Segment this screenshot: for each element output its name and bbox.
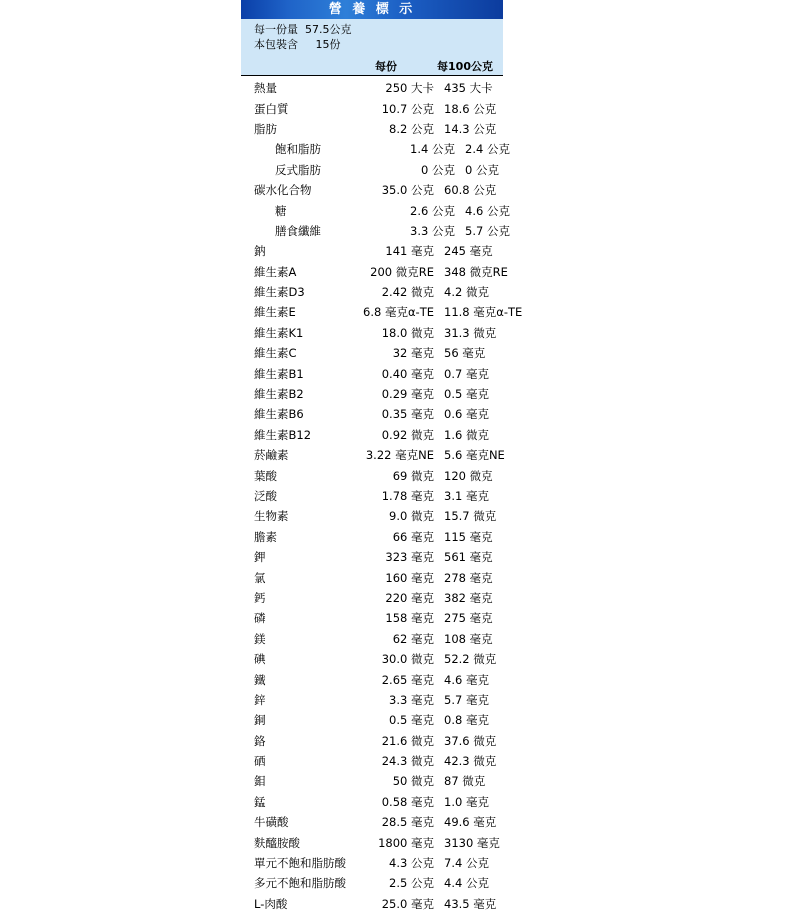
table-row <box>241 629 503 649</box>
nutrient-value-per-serving: 28.5 毫克 <box>381 815 434 830</box>
nutrient-value-per-100g: 108 毫克 <box>444 631 493 646</box>
nutrient-value-per-100g: 5.6 毫克NE <box>444 448 505 463</box>
table-row <box>241 812 503 832</box>
nutrient-value-per-serving: 4.3 公克 <box>389 856 434 871</box>
table-row <box>241 180 503 200</box>
table-row <box>241 771 503 791</box>
nutrient-name: 葉酸 <box>254 468 277 483</box>
table-row <box>241 119 503 139</box>
table-row <box>241 160 503 180</box>
nutrient-value-per-100g: 14.3 公克 <box>444 121 497 136</box>
nutrient-value-per-100g: 0.6 毫克 <box>444 407 489 422</box>
nutrient-value-per-100g: 1.0 毫克 <box>444 794 489 809</box>
page-title: 營 養 標 示 <box>328 2 416 17</box>
table-row <box>241 262 508 282</box>
table-row <box>241 384 503 404</box>
nutrient-name: 錳 <box>254 794 266 809</box>
nutrient-value-per-serving: 21.6 微克 <box>381 733 434 748</box>
nutrient-value-per-100g: 18.6 公克 <box>444 101 497 116</box>
nutrient-name: 維生素C <box>254 346 297 361</box>
nutrient-name: 硒 <box>254 754 266 769</box>
nutrient-value-per-100g: 2.4 公克 <box>465 142 510 157</box>
nutrient-name: 維生素D3 <box>254 285 305 300</box>
nutrient-value-per-100g: 5.7 公克 <box>465 223 510 238</box>
nutrient-name: 氯 <box>254 570 266 585</box>
nutrient-name: 多元不飽和脂肪酸 <box>254 876 346 891</box>
nutrient-name: 鉬 <box>254 774 266 789</box>
nutrient-value-per-serving: 0.29 毫克 <box>381 387 434 402</box>
nutrient-value-per-100g: 3.1 毫克 <box>444 489 489 503</box>
nutrient-name: 飽和脂肪 <box>275 142 321 157</box>
nutrition-label <box>241 0 523 911</box>
nutrient-value-per-100g: 245 毫克 <box>444 244 493 259</box>
nutrient-value-per-serving: 0.40 毫克 <box>381 366 434 381</box>
nutrient-value-per-100g: 42.3 微克 <box>444 754 497 769</box>
table-row <box>241 506 503 526</box>
nutrient-name: 菸鹼素 <box>254 448 289 463</box>
nutrient-value-per-serving: 50 微克 <box>392 774 434 789</box>
nutrient-value-per-serving: 141 毫克 <box>385 244 434 259</box>
nutrient-value-per-100g: 435 大卡 <box>444 81 493 96</box>
table-row <box>241 139 510 159</box>
nutrient-value-per-serving: 160 毫克 <box>385 570 434 585</box>
table-row <box>241 853 503 873</box>
table-row <box>241 547 503 567</box>
servings-per-pack-text: 本包裝含 15份 <box>254 38 341 51</box>
nutrient-name: L-肉酸 <box>254 896 288 911</box>
nutrient-value-per-serving: 10.7 公克 <box>381 101 434 116</box>
nutrient-value-per-100g: 0.7 毫克 <box>444 366 489 381</box>
table-row <box>241 710 503 730</box>
nutrient-name: 維生素A <box>254 264 297 279</box>
nutrient-name: 單元不飽和脂肪酸 <box>254 856 346 871</box>
nutrient-value-per-serving: 32 毫克 <box>392 346 434 361</box>
nutrient-value-per-serving: 3.3 公克 <box>410 223 455 238</box>
nutrient-value-per-serving: 1.78 毫克 <box>381 489 434 503</box>
table-row <box>241 731 503 751</box>
nutrient-value-per-serving: 66 毫克 <box>392 529 434 544</box>
table-row <box>241 425 503 445</box>
nutrient-value-per-100g: 4.4 公克 <box>444 876 489 891</box>
table-row <box>241 608 503 628</box>
table-row <box>241 302 523 322</box>
nutrient-value-per-serving: 158 毫克 <box>385 611 434 626</box>
table-row <box>241 588 503 608</box>
nutrient-value-per-100g: 31.3 微克 <box>444 325 497 340</box>
nutrient-name: 維生素B1 <box>254 366 304 381</box>
nutrient-value-per-serving: 25.0 毫克 <box>381 896 434 911</box>
nutrient-value-per-serving: 62 毫克 <box>392 631 434 646</box>
nutrient-value-per-100g: 15.7 微克 <box>444 509 497 524</box>
nutrient-value-per-serving: 2.42 微克 <box>381 285 434 300</box>
nutrient-value-per-100g: 382 毫克 <box>444 590 493 605</box>
nutrient-value-per-serving: 35.0 公克 <box>381 183 434 198</box>
table-row <box>241 873 503 893</box>
nutrient-value-per-100g: 278 毫克 <box>444 570 493 585</box>
nutrient-value-per-serving: 323 毫克 <box>385 550 434 565</box>
nutrient-value-per-100g: 120 微克 <box>444 468 493 483</box>
table-row <box>241 343 503 363</box>
nutrient-value-per-serving: 250 大卡 <box>385 81 434 96</box>
nutrient-value-per-100g: 0 公克 <box>465 162 499 177</box>
table-row <box>241 200 510 220</box>
nutrient-value-per-serving: 69 微克 <box>392 468 434 483</box>
nutrient-name: 糖 <box>275 203 287 218</box>
nutrient-name: 鋅 <box>254 692 266 707</box>
header-per-serving-col: 每份 <box>375 60 397 73</box>
table-row <box>241 690 503 710</box>
nutrient-value-per-serving: 18.0 微克 <box>381 325 434 340</box>
nutrient-value-per-100g: 348 微克RE <box>444 264 508 279</box>
nutrient-name: 鈉 <box>254 244 266 259</box>
table-row <box>241 465 503 485</box>
nutrient-name: 維生素K1 <box>254 325 304 340</box>
nutrient-value-per-100g: 5.7 毫克 <box>444 692 489 707</box>
serving-size-text: 每一份量 57.5公克 <box>254 23 352 36</box>
table-row <box>241 282 503 302</box>
nutrient-value-per-100g: 275 毫克 <box>444 611 493 626</box>
nutrient-name: 膳食纖維 <box>275 223 321 238</box>
nutrient-value-per-serving: 3.3 毫克 <box>389 692 434 707</box>
nutrient-name: 碘 <box>254 652 266 667</box>
nutrient-name: 鉻 <box>254 733 266 748</box>
nutrient-name: 維生素B6 <box>254 407 304 422</box>
nutrient-value-per-100g: 115 毫克 <box>444 529 493 544</box>
nutrient-name: 蛋白質 <box>254 101 289 116</box>
table-row <box>241 486 503 506</box>
table-row <box>241 894 503 914</box>
nutrient-value-per-100g: 0.5 毫克 <box>444 387 489 402</box>
nutrient-name: 鐵 <box>254 672 266 687</box>
nutrient-value-per-serving: 9.0 微克 <box>389 509 434 524</box>
nutrient-value-per-100g: 37.6 微克 <box>444 733 497 748</box>
nutrient-value-per-serving: 1.4 公克 <box>410 142 455 157</box>
nutrient-value-per-serving: 220 毫克 <box>385 590 434 605</box>
nutrient-value-per-serving: 0 公克 <box>421 162 455 177</box>
nutrient-value-per-serving: 0.92 微克 <box>381 427 434 442</box>
nutrient-value-per-100g: 4.6 公克 <box>465 203 510 218</box>
nutrient-name: 脂肪 <box>254 121 277 136</box>
nutrient-value-per-100g: 4.6 毫克 <box>444 672 489 687</box>
nutrient-value-per-100g: 52.2 微克 <box>444 652 497 667</box>
nutrient-value-per-100g: 7.4 公克 <box>444 856 489 871</box>
table-row <box>241 98 503 118</box>
nutrient-value-per-100g: 0.8 毫克 <box>444 713 489 728</box>
nutrient-value-per-serving: 2.65 毫克 <box>381 672 434 687</box>
table-row <box>241 527 503 547</box>
nutrient-name: 銅 <box>254 713 266 728</box>
table-row <box>241 221 510 241</box>
table-row <box>241 669 503 689</box>
nutrient-name: 泛酸 <box>254 489 277 503</box>
nutrient-value-per-100g: 49.6 毫克 <box>444 815 497 830</box>
nutrient-name: 鈣 <box>254 590 266 605</box>
nutrient-value-per-serving: 2.6 公克 <box>410 203 455 218</box>
table-row <box>241 567 503 587</box>
nutrient-value-per-serving: 0.58 毫克 <box>381 794 434 809</box>
serving-info-block <box>241 19 503 56</box>
nutrient-name: 麩醯胺酸 <box>254 835 300 850</box>
nutrient-value-per-serving: 1800 毫克 <box>378 835 434 850</box>
table-row <box>241 323 503 343</box>
nutrient-value-per-100g: 56 毫克 <box>444 346 486 361</box>
nutrient-value-per-serving: 3.22 毫克NE <box>365 448 434 463</box>
nutrient-name: 牛磺酸 <box>254 815 289 830</box>
nutrient-name: 維生素B2 <box>254 387 304 402</box>
nutrient-value-per-100g: 43.5 毫克 <box>444 896 497 911</box>
nutrient-value-per-serving: 24.3 微克 <box>381 754 434 769</box>
nutrient-name: 鎂 <box>254 631 266 646</box>
nutrient-value-per-serving: 2.5 公克 <box>389 876 434 891</box>
nutrient-name: 碳水化合物 <box>254 183 312 198</box>
header-per-100g-col: 每100公克 <box>437 60 493 73</box>
table-header-row <box>241 56 503 76</box>
nutrient-name: 維生素B12 <box>254 427 312 442</box>
nutrient-value-per-100g: 561 毫克 <box>444 550 493 565</box>
table-row <box>241 363 503 383</box>
nutrition-table-body <box>241 76 523 914</box>
nutrient-value-per-serving: 200 微克RE <box>370 264 434 279</box>
nutrient-name: 維生素E <box>254 305 296 320</box>
nutrient-value-per-100g: 11.8 毫克α-TE <box>444 305 523 320</box>
nutrient-value-per-serving: 6.8 毫克α-TE <box>363 305 434 320</box>
nutrient-value-per-100g: 87 微克 <box>444 774 486 789</box>
nutrient-name: 膽素 <box>254 529 277 544</box>
nutrient-name: 生物素 <box>254 509 289 524</box>
nutrient-value-per-100g: 1.6 微克 <box>444 427 489 442</box>
label-title-bar <box>241 0 503 19</box>
table-row <box>241 751 503 771</box>
nutrient-value-per-100g: 60.8 公克 <box>444 183 497 198</box>
nutrient-value-per-100g: 3130 毫克 <box>444 835 500 850</box>
table-row <box>241 241 503 261</box>
table-row <box>241 404 503 424</box>
nutrient-name: 鉀 <box>254 550 266 565</box>
nutrient-name: 磷 <box>254 611 266 626</box>
nutrient-value-per-serving: 0.5 毫克 <box>389 713 434 728</box>
nutrient-value-per-100g: 4.2 微克 <box>444 285 489 300</box>
table-row <box>241 78 503 98</box>
nutrient-name: 熱量 <box>254 81 277 96</box>
nutrient-value-per-serving: 0.35 毫克 <box>381 407 434 422</box>
table-row <box>241 445 503 465</box>
nutrient-name: 反式脂肪 <box>275 162 321 177</box>
nutrient-value-per-serving: 8.2 公克 <box>389 121 434 136</box>
table-row <box>241 832 503 852</box>
table-row <box>241 649 503 669</box>
nutrient-value-per-serving: 30.0 微克 <box>381 652 434 667</box>
